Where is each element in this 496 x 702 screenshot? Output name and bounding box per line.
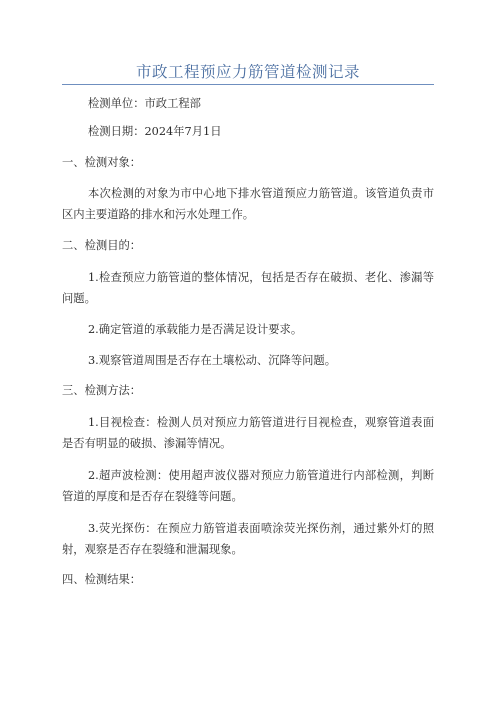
method-item-1: 1.目视检查：检测人员对预应力筋管道进行目视检查，观察管道表面是否有明显的破损、渗漏等情况。 (62, 416, 434, 450)
purpose-item-1: 1.检查预应力筋管道的整体情况，包括是否存在破损、老化、渗漏等问题。 (62, 271, 434, 305)
inspection-date: 检测日期：2024年7月1日 (88, 125, 222, 138)
method-item-3: 3.荧光探伤：在预应力筋管道表面喷涂荧光探伤剂，通过紫外灯的照射，观察是否存在裂缝和泄漏现象。 (62, 522, 434, 556)
title-divider (62, 84, 434, 85)
method-item-2: 2.超声波检测：使用超声波仪器对预应力筋管道进行内部检测，判断管道的厚度和是否存在裂缝等问题。 (62, 469, 434, 503)
section-heading-object: 一、检测对象： (62, 156, 142, 169)
document-title: 市政工程预应力筋管道检测记录 (135, 63, 360, 81)
section-heading-purpose: 二、检测目的： (62, 239, 142, 252)
purpose-item-2: 2.确定管道的承载能力是否满足设计要求。 (88, 323, 303, 336)
inspection-unit: 检测单位：市政工程部 (88, 97, 201, 110)
section-heading-method: 三、检测方法： (62, 384, 142, 397)
section-heading-result: 四、检测结果： (62, 573, 142, 586)
purpose-item-3: 3.观察管道周围是否存在土壤松动、沉降等问题。 (88, 354, 337, 367)
section-body-object: 本次检测的对象为市中心地下排水管道预应力筋管道。该管道负责市区内主要道路的排水和污水处理工作。 (62, 187, 434, 221)
